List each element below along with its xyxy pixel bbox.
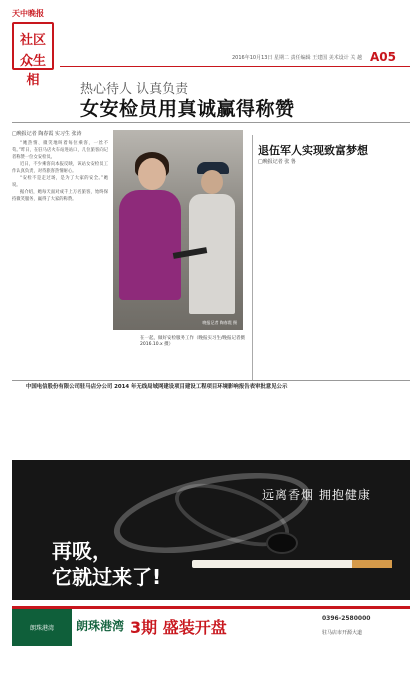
section-rule	[12, 380, 410, 381]
ad-slogan-main	[52, 538, 161, 590]
sidebar-headline: 退伍军人实现致富梦想	[258, 144, 368, 157]
real-estate-ad	[12, 606, 410, 646]
dateline: 2016年10月13日 星期二 责任编辑 王建国 美术设计 关 越	[232, 55, 362, 61]
section-label-line2: 众生相	[19, 54, 46, 88]
estate-name: 朗珠港湾	[76, 619, 125, 633]
photo-person-face	[138, 158, 166, 190]
paragraph: “安检不是走过场，是为了大家的安全。”她说。	[12, 176, 108, 188]
article-kicker: 热心待人 认真负责	[80, 82, 189, 97]
section-badge	[12, 22, 54, 88]
photo-credit: 晚报记者 陶春霞 摄	[202, 320, 237, 325]
sidebar-byline: □晚报记者 张 鲁	[258, 159, 296, 165]
scorpion-icon	[268, 534, 296, 552]
page-number: A05	[370, 50, 396, 64]
estate-promo: 3期 盛装开盘	[130, 618, 227, 637]
photo-officer-face	[201, 170, 223, 194]
news-photo	[113, 130, 243, 330]
header-rule	[60, 66, 410, 67]
cigarette-filter-graphic	[352, 560, 392, 568]
paragraph: 近日，不少乘客向本报反映，该站女安检员工作认真负责，对待旅客热情耐心。	[12, 162, 108, 174]
headline-rule	[12, 122, 410, 123]
paragraph: 据介绍，她每天面对成千上万名旅客，始终保持微笑服务，赢得了大家的称赞。	[12, 190, 108, 202]
estate-phone: 0396-2580000	[322, 615, 371, 622]
paragraph: “她热情、微笑地叫着每位乘客，一丝不苟。”昨日，在驻马店火车站进站口，几位旅客向记者称赞一位女安检员。	[12, 141, 108, 160]
ad-slogan-top: 远离香烟 拥抱健康	[262, 488, 371, 502]
estate-address: 驻马店市开源大道	[322, 630, 363, 636]
photo-person-body	[119, 190, 181, 300]
article-headline: 女安检员用真诚赢得称赞	[80, 98, 295, 120]
notice-headline: 中国电信股份有限公司驻马店分公司 2014 年无线局域网建设项目建设工程项目环境影响报告表审批意见公示	[26, 384, 288, 390]
article-byline: □晚报记者 陶春霞 实习生 张涛	[12, 131, 82, 137]
anti-smoking-ad	[12, 460, 410, 600]
article-column-left	[12, 140, 108, 370]
ad-slogan-line2: 它就过来了!	[52, 565, 162, 589]
section-label-line1: 社区	[19, 33, 46, 48]
ad-slogan-line1: 再吸，	[52, 539, 112, 563]
masthead-logo: 天中晚报	[12, 9, 44, 18]
sidebar-divider	[252, 135, 253, 380]
estate-logo: 朗珠港湾	[12, 609, 72, 646]
photo-caption: 在一起，做好安检服务工作（晚报实习生/晚报记者摄 2016.10.x 摄）	[140, 336, 246, 347]
